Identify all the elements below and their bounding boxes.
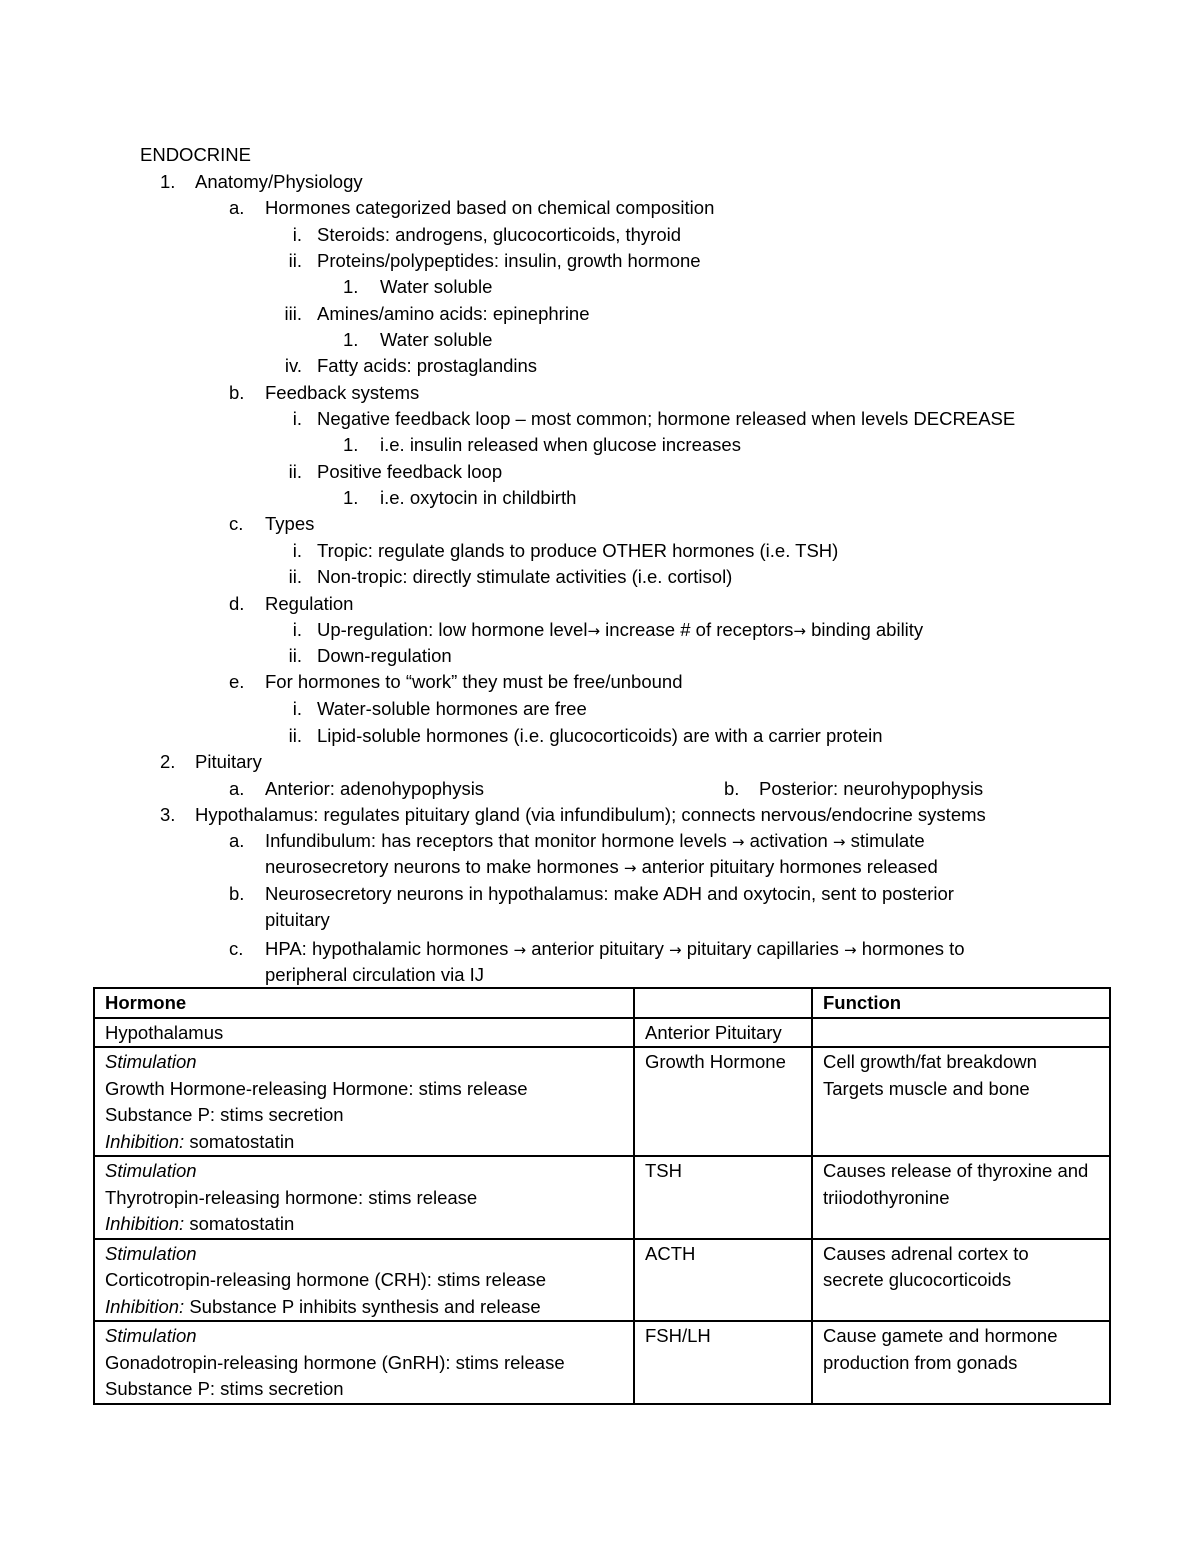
list-marker: iv. — [284, 355, 302, 376]
list-marker: c. — [229, 513, 244, 534]
text-run: somatostatin — [184, 1213, 295, 1234]
header-cell: Function — [812, 988, 1110, 1018]
list-text — [265, 856, 938, 878]
list-text — [317, 619, 923, 641]
inhibition-label: Inhibition: — [105, 1130, 185, 1152]
list-marker: e. — [229, 671, 245, 692]
list-text: Anatomy/Physiology — [195, 171, 363, 192]
list-text: Anterior: adenohypophysis — [265, 778, 485, 799]
outline-item — [0, 593, 1200, 619]
outline-item — [0, 250, 1200, 276]
outline-item-continuation — [0, 856, 1200, 882]
list-marker: a. — [229, 197, 245, 218]
list-text: Tropic: regulate glands to produce OTHER hormones (i.e. TSH) — [317, 540, 839, 561]
list-text: Water-soluble hormones are free — [317, 698, 587, 719]
hypothalamus-cell — [94, 1239, 634, 1322]
subheader-cell: Anterior Pituitary — [634, 1018, 812, 1048]
text-run: HPA: hypothalamic hormones — [265, 938, 514, 959]
list-marker: 1. — [343, 329, 359, 350]
inhibition-line — [105, 1211, 623, 1238]
list-text: i.e. insulin released when glucose increases — [380, 434, 741, 455]
list-text: Lipid-soluble hormones (i.e. glucocorticoids) are with a carrier protein — [317, 725, 883, 746]
pituitary-cell: ACTH — [634, 1239, 812, 1322]
document-title — [0, 144, 1200, 170]
outline-item — [0, 698, 1200, 724]
list-marker: 1. — [343, 276, 359, 297]
text-run: anterior pituitary — [526, 938, 670, 959]
list-marker: b. — [724, 778, 740, 799]
outline-item — [0, 487, 1200, 513]
cell-line: Corticotropin-releasing hormone (CRH): stims release — [105, 1269, 547, 1290]
function-cell — [812, 1156, 1110, 1239]
cell-line: Thyrotropin-releasing hormone: stims release — [105, 1186, 478, 1208]
list-marker: i. — [292, 224, 302, 245]
pituitary-cell: TSH — [634, 1156, 812, 1239]
arrow-icon: → — [513, 941, 527, 959]
text-run: pituitary capillaries — [681, 938, 845, 959]
outline-item — [0, 540, 1200, 566]
list-text: Hormones categorized based on chemical composition — [265, 197, 715, 218]
list-text: Negative feedback loop – most common; hormone released when levels DECREASE — [317, 408, 1016, 429]
pituitary-cell: FSH/LH — [634, 1321, 812, 1404]
inhibition-line — [105, 1294, 623, 1321]
table-row — [94, 1321, 1110, 1404]
list-text: Steroids: androgens, glucocorticoids, thyroid — [317, 224, 682, 245]
outline-item-continuation — [0, 909, 1200, 935]
outline-item — [0, 355, 1200, 381]
arrow-icon: → — [832, 833, 846, 851]
list-text: Posterior: neurohypophysis — [759, 778, 984, 799]
list-marker: ii. — [288, 566, 302, 587]
list-marker: d. — [229, 593, 245, 614]
list-text: Regulation — [265, 593, 354, 614]
list-text: Amines/amino acids: epinephrine — [317, 303, 590, 324]
inhibition-line — [105, 1129, 623, 1156]
outline-item — [0, 566, 1200, 592]
text-run: Infundibulum: has receptors that monitor hormone levels — [265, 830, 732, 851]
cell-line: Causes release of thyroxine and — [823, 1160, 1089, 1181]
hypothalamus-cell — [94, 1321, 634, 1404]
table-row — [94, 1047, 1110, 1156]
list-text: peripheral circulation via IJ — [265, 964, 485, 985]
header-cell — [634, 988, 812, 1018]
outline-item — [0, 671, 1200, 697]
arrow-icon: → — [731, 833, 745, 851]
outline-item — [0, 938, 1200, 964]
list-marker: b. — [229, 382, 245, 403]
list-text: Feedback systems — [265, 382, 420, 403]
hypothalamus-cell — [94, 1047, 634, 1156]
list-text: Water soluble — [380, 329, 493, 350]
list-marker: 1. — [160, 171, 176, 192]
text-run: stimulate — [845, 830, 925, 851]
list-marker: ii. — [288, 725, 302, 746]
outline-item — [0, 461, 1200, 487]
header-cell: Hormone — [94, 988, 634, 1018]
list-marker: 2. — [160, 751, 176, 772]
list-text — [265, 830, 925, 852]
outline-item — [0, 725, 1200, 751]
outline-item — [0, 619, 1200, 645]
function-cell — [812, 1047, 1110, 1156]
function-cell — [812, 1321, 1110, 1404]
stimulation-label: Stimulation — [105, 1242, 197, 1264]
inhibition-label: Inhibition: — [105, 1213, 185, 1234]
table-header-row — [94, 988, 1110, 1018]
function-cell — [812, 1239, 1110, 1322]
outline-item — [0, 434, 1200, 460]
list-text: Water soluble — [380, 276, 493, 297]
subheader-cell: Hypothalamus — [94, 1018, 634, 1048]
stimulation-label: Stimulation — [105, 1325, 197, 1346]
cell-line: Cell growth/fat breakdown — [823, 1051, 1037, 1072]
outline-item — [0, 883, 1200, 909]
outline-item — [0, 224, 1200, 250]
arrow-icon: → — [623, 859, 637, 877]
list-marker: iii. — [284, 303, 302, 324]
text-run: neurosecretory neurons to make hormones — [265, 856, 624, 877]
arrow-icon: → — [587, 622, 601, 640]
list-marker: c. — [229, 938, 244, 959]
inhibition-label: Inhibition: — [105, 1295, 185, 1317]
list-marker: a. — [229, 778, 245, 799]
list-marker: a. — [229, 830, 245, 851]
arrow-icon: → — [844, 941, 857, 959]
text-run: anterior pituitary hormones released — [636, 856, 938, 877]
text-run: binding ability — [805, 619, 924, 640]
list-marker: i. — [292, 619, 302, 640]
cell-line: secrete glucocorticoids — [823, 1269, 1012, 1290]
cell-line: Growth Hormone-releasing Hormone: stims release — [105, 1077, 528, 1099]
cell-line: production from gonads — [823, 1351, 1018, 1373]
subheader-cell — [812, 1018, 1110, 1048]
stimulation-label: Stimulation — [105, 1160, 197, 1181]
pituitary-cell: Growth Hormone — [634, 1047, 812, 1156]
text-run: hormones to — [856, 938, 965, 959]
list-text: Hypothalamus: regulates pituitary gland (via infundibulum); connects nervous/endocrine systems — [195, 804, 986, 825]
table-row — [94, 1156, 1110, 1239]
list-text: i.e. oxytocin in childbirth — [380, 487, 577, 508]
list-text: Non-tropic: directly stimulate activities (i.e. cortisol) — [317, 566, 733, 587]
arrow-icon: → — [793, 622, 806, 640]
list-text: Down-regulation — [317, 645, 452, 666]
text-run: Up-regulation: low hormone level — [317, 619, 588, 640]
outline-item — [0, 408, 1200, 434]
table-subheader-row — [94, 1018, 1110, 1048]
list-marker: 1. — [343, 434, 359, 455]
outline-item — [0, 276, 1200, 302]
list-marker: 3. — [160, 804, 176, 825]
outline-item — [0, 382, 1200, 408]
list-text: Neurosecretory neurons in hypothalamus: make ADH and oxytocin, sent to posterior — [265, 883, 954, 904]
table-row — [94, 1239, 1110, 1322]
cell-line: Causes adrenal cortex to — [823, 1242, 1029, 1264]
text-run: activation — [744, 830, 833, 851]
list-marker: ii. — [288, 645, 302, 666]
cell-line: Cause gamete and hormone — [823, 1325, 1058, 1346]
arrow-icon: → — [669, 941, 682, 959]
stimulation-label: Stimulation — [105, 1051, 197, 1072]
cell-line: triiodothyronine — [823, 1186, 950, 1208]
list-marker: i. — [292, 408, 302, 429]
list-marker: ii. — [288, 461, 302, 482]
outline-item — [0, 830, 1200, 856]
list-text: pituitary — [265, 909, 330, 930]
outline-item — [0, 171, 1200, 197]
outline-item — [0, 303, 1200, 329]
hypothalamus-cell — [94, 1156, 634, 1239]
list-text — [265, 938, 965, 960]
list-text: For hormones to “work” they must be free/unbound — [265, 671, 683, 692]
title-text: ENDOCRINE — [140, 144, 252, 165]
outline-item — [0, 804, 1200, 830]
outline-item — [0, 513, 1200, 539]
outline-item — [0, 751, 1200, 777]
list-text: Pituitary — [195, 751, 262, 772]
list-marker: ii. — [288, 250, 302, 271]
outline-item — [0, 645, 1200, 671]
text-run: somatostatin — [184, 1130, 295, 1152]
list-marker: 1. — [343, 487, 359, 508]
hormone-table — [93, 987, 1111, 1405]
cell-line: Targets muscle and bone — [823, 1077, 1030, 1099]
list-text: Positive feedback loop — [317, 461, 503, 482]
list-marker: i. — [292, 698, 302, 719]
list-text: Proteins/polypeptides: insulin, growth hormone — [317, 250, 701, 271]
outline-item — [0, 329, 1200, 355]
cell-line: Substance P: stims secretion — [105, 1378, 344, 1399]
list-marker: b. — [229, 883, 245, 904]
text-run: increase # of receptors — [600, 619, 794, 640]
list-text: Fatty acids: prostaglandins — [317, 355, 538, 376]
outline-item — [0, 778, 1200, 804]
cell-line: Substance P: stims secretion — [105, 1104, 344, 1125]
text-run: Substance P inhibits synthesis and release — [184, 1295, 541, 1317]
list-text: Types — [265, 513, 315, 534]
list-marker: i. — [292, 540, 302, 561]
cell-line: Gonadotropin-releasing hormone (GnRH): stims release — [105, 1351, 565, 1373]
outline-item — [0, 197, 1200, 223]
